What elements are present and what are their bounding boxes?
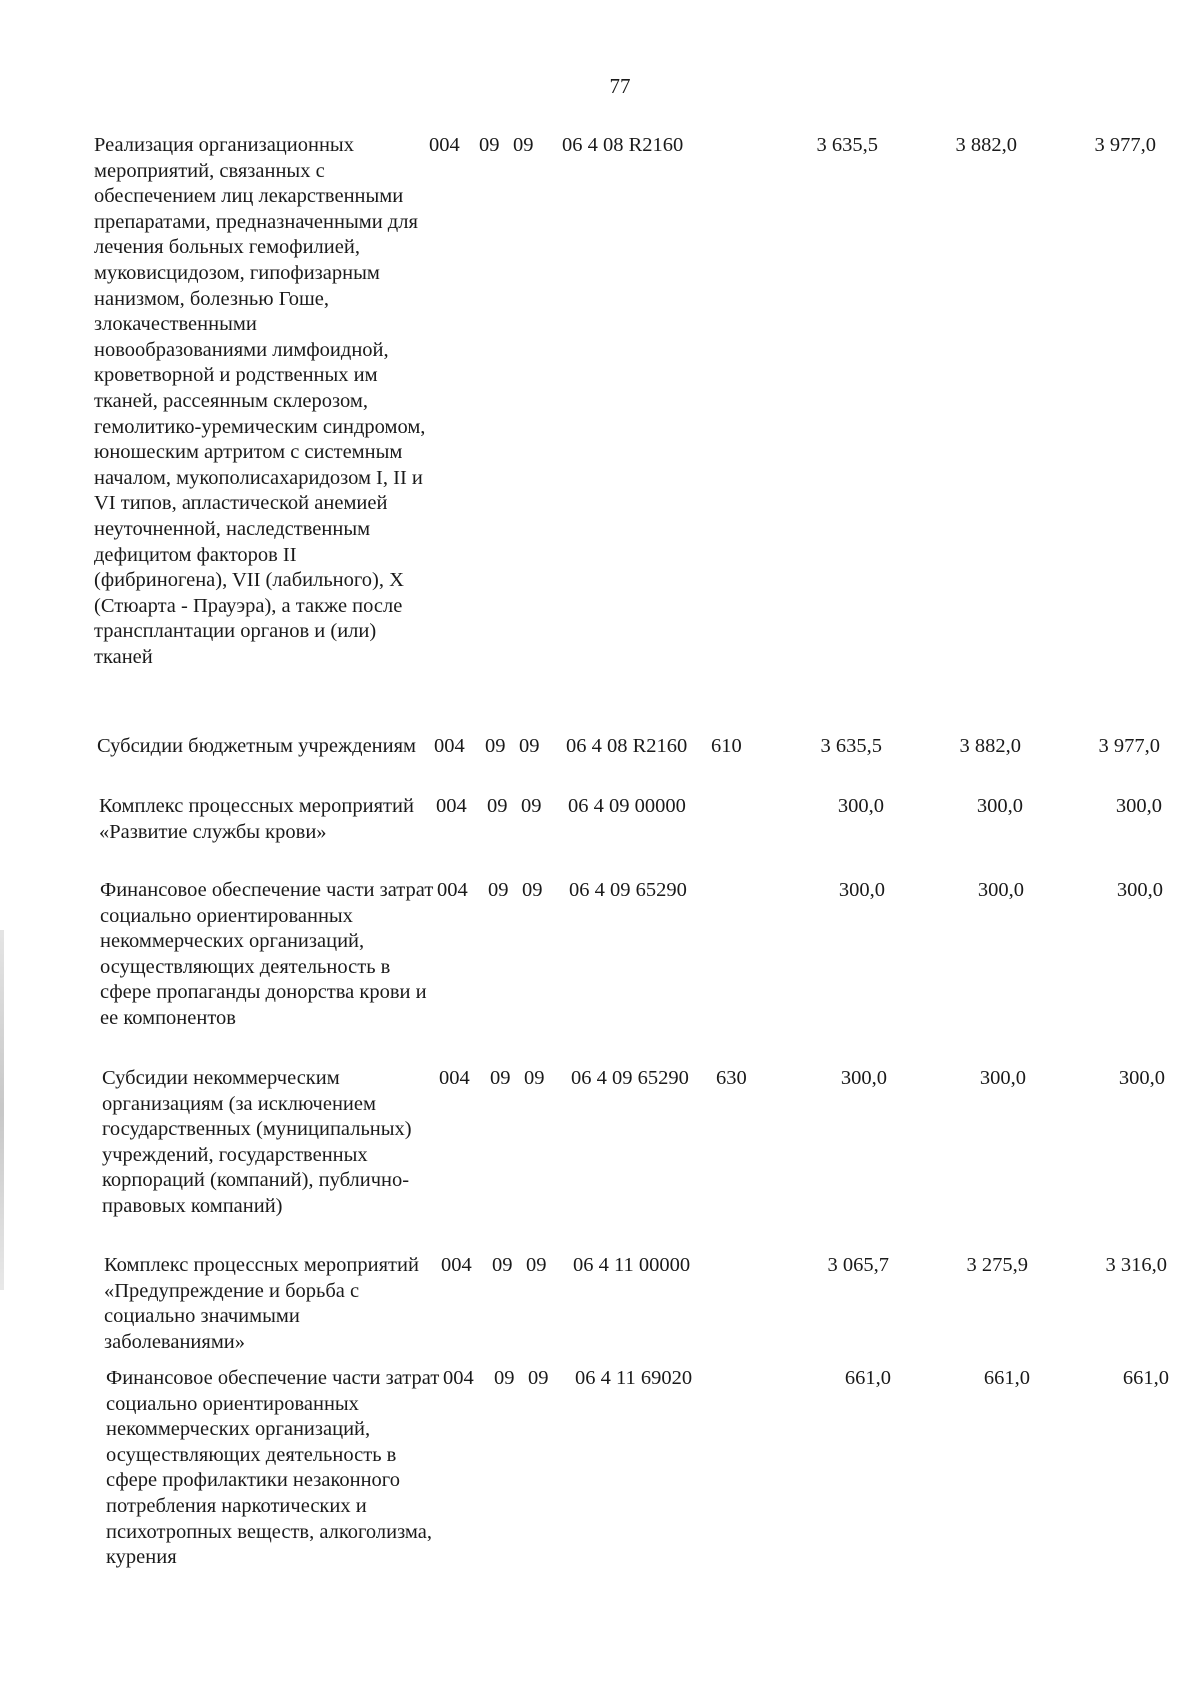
row-ministry: 004: [441, 1254, 472, 1276]
row-year2: 3 882,0: [959, 735, 1021, 757]
row-year3: 3 977,0: [1098, 735, 1160, 757]
row-section: 09: [487, 795, 508, 817]
row-year2: 300,0: [977, 879, 1024, 901]
row-section: 09: [490, 1067, 511, 1089]
row-expense-type: 630: [716, 1067, 747, 1089]
row-section: 09: [485, 735, 506, 757]
row-name: Реализация организационных мероприятий, связанных с обеспечением лиц лекарственными препаратами, предназначенными для лечения больных гемофилией, муковисцидозом, гипофизарным нанизмом, болезнью Гоше, злокачественными новообразованиями лимфоидной, кроветворной и родственных им тканей, рассеянным склерозом, гемолитико-уремическим синдромом, юношеским артритом с системным началом, мукополисахаридозом I, II и VI типов, апластической анемией неуточненной, наследственным дефицитом факторов II (фибриногена), VII (лабильного), X (Стюарта - Прауэра), а также после трансплантации органов и (или) тканей: [94, 134, 426, 668]
row-target-article: 06 4 11 00000: [573, 1254, 691, 1276]
page-number: 77: [609, 74, 631, 98]
row-year3: 661,0: [1122, 1367, 1169, 1389]
row-subsection: 09: [521, 795, 542, 817]
row-year1: 300,0: [838, 879, 885, 901]
row-subsection: 09: [524, 1067, 545, 1089]
row-section: 09: [488, 879, 509, 901]
row-year3: 300,0: [1118, 1067, 1165, 1089]
row-ministry: 004: [437, 879, 468, 901]
row-year1: 300,0: [837, 795, 884, 817]
row-expense-type: 610: [711, 735, 742, 757]
row-year1: 661,0: [844, 1367, 891, 1389]
row-year2: 300,0: [979, 1067, 1026, 1089]
row-name: Субсидии некоммерческим организациям (за исключением государственных (муниципальных) учреждений, государственных корпораций (компаний), публично-правовых компаний): [102, 1067, 412, 1217]
row-name: Комплекс процессных мероприятий «Развитие службы крови»: [99, 795, 414, 843]
row-section: 09: [492, 1254, 513, 1276]
row-year3: 3 316,0: [1105, 1254, 1167, 1276]
row-subsection: 09: [526, 1254, 547, 1276]
row-year3: 300,0: [1116, 879, 1163, 901]
row-target-article: 06 4 08 R2160: [566, 735, 688, 757]
row-ministry: 004: [439, 1067, 470, 1089]
row-ministry: 004: [436, 795, 467, 817]
row-year2: 300,0: [976, 795, 1023, 817]
row-target-article: 06 4 11 69020: [575, 1367, 693, 1389]
row-name: Финансовое обеспечение части затрат социально ориентированных некоммерческих организаций, осуществляющих деятельность в сфере пропаганды донорства крови и ее компонентов: [100, 879, 434, 1029]
row-subsection: 09: [522, 879, 543, 901]
row-subsection: 09: [519, 735, 540, 757]
row-ministry: 004: [443, 1367, 474, 1389]
row-year1: 300,0: [840, 1067, 887, 1089]
row-name: Субсидии бюджетным учреждениям: [97, 735, 417, 757]
row-ministry: 004: [429, 134, 460, 156]
row-year3: 3 977,0: [1094, 134, 1156, 156]
row-target-article: 06 4 08 R2160: [562, 134, 684, 156]
row-year1: 3 635,5: [816, 134, 878, 156]
row-section: 09: [494, 1367, 515, 1389]
row-ministry: 004: [434, 735, 465, 757]
row-year1: 3 635,5: [820, 735, 882, 757]
row-year1: 3 065,7: [827, 1254, 889, 1276]
row-target-article: 06 4 09 65290: [571, 1067, 689, 1089]
row-year2: 3 275,9: [966, 1254, 1028, 1276]
row-subsection: 09: [513, 134, 534, 156]
row-name: Финансовое обеспечение части затрат социально ориентированных некоммерческих организаций, осуществляющих деятельность в сфере профилактики незаконного потребления наркотических и психотропных веществ, алкоголизма, курения: [106, 1367, 440, 1569]
row-target-article: 06 4 09 00000: [568, 795, 686, 817]
row-year2: 3 882,0: [955, 134, 1017, 156]
row-subsection: 09: [528, 1367, 549, 1389]
row-year2: 661,0: [983, 1367, 1030, 1389]
row-target-article: 06 4 09 65290: [569, 879, 687, 901]
row-year3: 300,0: [1115, 795, 1162, 817]
row-name: Комплекс процессных мероприятий «Предупреждение и борьба с социально значимыми заболеваниями»: [104, 1254, 419, 1353]
row-section: 09: [479, 134, 500, 156]
